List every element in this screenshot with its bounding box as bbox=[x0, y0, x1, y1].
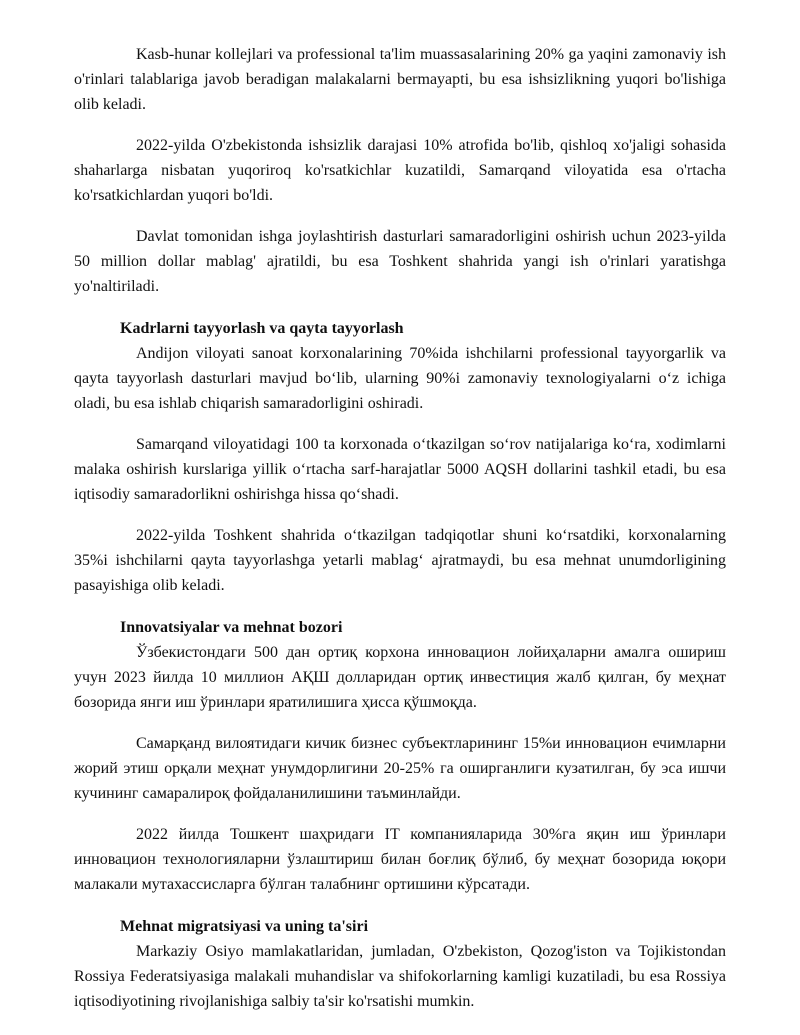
paragraph-innovation-investment: Ўзбекистондаги 500 дан ортиқ корхона инновацион лойиҳаларни амалга ошириш учун 2023 йилда 10 миллион АҚШ долларидан ортиқ инвестиция жалб қилган, бу меҳнат бозорида янги иш ўринлари яратилишига ҳисса қўшмоқда. bbox=[74, 644, 726, 711]
paragraph-employment-programs: Davlat tomonidan ishga joylashtirish dasturlari samaradorligini oshirish uchun 2023-yilda 50 million dollar mablag' ajratildi, bu esa Toshkent shahrida yangi ish o'rinlari yaratishga yo'naltiriladi. bbox=[74, 228, 726, 295]
paragraph-tashkent-research: 2022-yilda Toshkent shahrida o‘tkazilgan tadqiqotlar shuni ko‘rsatdiki, korxonalarning 35%i ishchilarni qayta tayyorlashga yetarli mablag‘ ajratmaydi, bu esa mehnat unumdorligining pasayishiga olib keladi. bbox=[74, 527, 726, 594]
paragraph-unemployment-2022: 2022-yilda O'zbekistonda ishsizlik darajasi 10% atrofida bo'lib, qishloq xo'jaligi sohasida shaharlarga nisbatan yuqoriroq ko'rsatkichlar kuzatildi, Samarqand viloyatida esa o'rtacha ko'rsatkichlardan yuqori bo'ldi. bbox=[74, 137, 726, 204]
paragraph-migration: Markaziy Osiyo mamlakatlaridan, jumladan, O'zbekiston, Qozog'iston va Tojikistondan Rossiya Federatsiyasiga malakali muhandislar va shifokorlarning kamligi kuzatiladi, bu esa Rossiya iqtisodiyotining rivojlanishiga salbiy ta'sir ko'rsatishi mumkin. bbox=[74, 943, 726, 1010]
paragraph-college-skills: Kasb-hunar kollejlari va professional ta'lim muassasalarining 20% ga yaqini zamonaviy ish o'rinlari talablariga javob beradigan malakalarni bermayapti, bu esa ishsizlikning yuqori bo'lishiga olib keladi. bbox=[74, 46, 726, 113]
paragraph-andijon-training: Andijon viloyati sanoat korxonalarining 70%ida ishchilarni professional tayyorgarlik va qayta tayyorlash dasturlari mavjud bo‘lib, ularning 90%i zamonaviy texnologiyalarni o‘z ichiga oladi, bu esa ishlab chiqarish samaradorligini oshiradi. bbox=[74, 345, 726, 412]
section-heading-training: Kadrlarni tayyorlash va qayta tayyorlash bbox=[120, 320, 404, 337]
paragraph-small-business: Самарқанд вилоятидаги кичик бизнес субъектларининг 15%и инновацион ечимларни жорий этиш орқали меҳнат унумдорлигини 20-25% га оширганлиги кузатилган, бу эса ишчи кучининг самаралироқ фойдаланилишини таъминлайди. bbox=[74, 735, 726, 802]
document-page bbox=[74, 42, 726, 1014]
paragraph-it-companies: 2022 йилда Тошкент шаҳридаги IT компанияларида 30%га яқин иш ўринлари инновацион технологияларни ўзлаштириш билан боғлиқ бўлиб, бу меҳнат бозорида юқори малакали мутахассисларга бўлган талабнинг ортишини кўрсатади. bbox=[74, 826, 726, 893]
section-heading-innovation: Innovatsiyalar va mehnat bozori bbox=[120, 619, 343, 636]
paragraph-samarqand-survey: Samarqand viloyatidagi 100 ta korxonada o‘tkazilgan so‘rov natijalariga ko‘ra, xodimlarni malaka oshirish kurslariga yillik o‘rtacha sarf-harajatlar 5000 AQSH dollarini tashkil etadi, bu esa iqtisodiy samaradorlikni oshirishga hissa qo‘shadi. bbox=[74, 436, 726, 503]
section-heading-migration: Mehnat migratsiyasi va uning ta'siri bbox=[120, 918, 369, 935]
